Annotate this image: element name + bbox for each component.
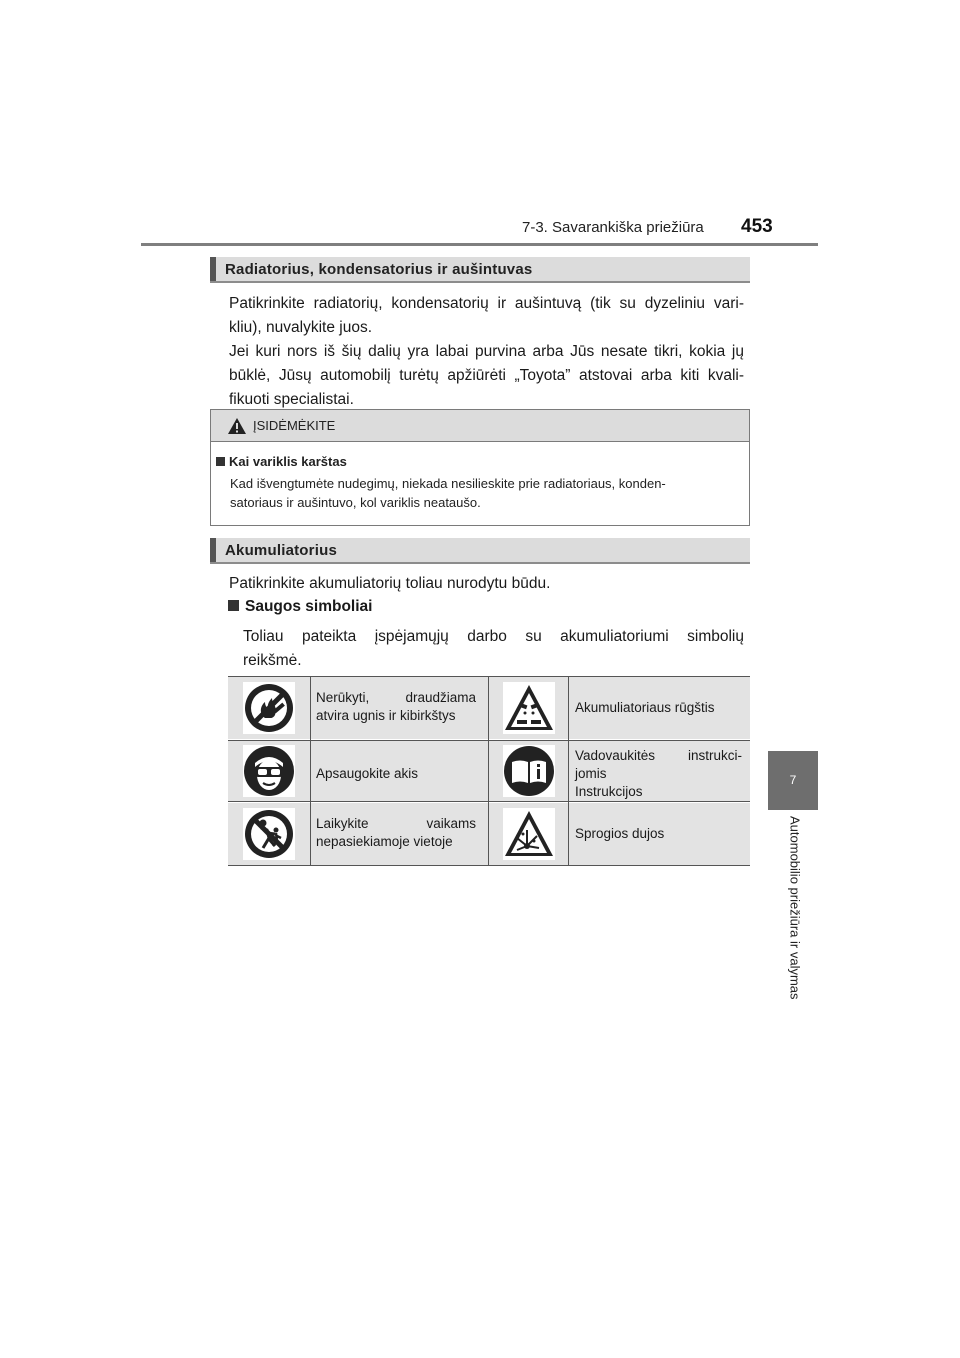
radiator-line-1: Patikrinkite radiatorių, kondensatorių ir aušintuvą (tik su dyzeliniu vari-	[229, 295, 744, 312]
heading-marker	[210, 538, 216, 562]
radiator-line-2: kliu), nuvalykite juos.	[229, 319, 373, 336]
battery-heading-bar	[210, 538, 750, 564]
no-fire-smoking-icon	[243, 682, 295, 734]
radiator-line-5: fikuoti specialistai.	[229, 391, 354, 408]
eye-protection-icon	[243, 745, 295, 797]
square-bullet-icon	[216, 457, 225, 466]
symbol-text-line: Instrukcijos	[575, 784, 643, 799]
warning-triangle-icon	[227, 417, 247, 435]
safety-symbols-subheading-text: Saugos simboliai	[245, 598, 373, 615]
radiator-line-3: Jei kuri nors iš šių dalių yra labai purvina arba Jūs nesate tikri, kokia jų	[229, 343, 744, 360]
header-rule	[141, 243, 818, 246]
caution-title	[216, 454, 347, 469]
radiator-heading: Radiatorius, kondensatorius ir aušintuvas	[225, 261, 533, 278]
caution-line-1: Kad išvengtumėte nudegimų, niekada nesilieskite prie radiatoriaus, konden-	[230, 476, 666, 491]
section-title: 7-3. Savarankiška priežiūra	[522, 219, 704, 236]
symbol-text-line: nepasiekiamoje vietoje	[316, 834, 453, 849]
battery-heading: Akumuliatorius	[225, 542, 337, 559]
symbol-text-children	[316, 815, 476, 851]
symbol-text-explosive	[575, 825, 742, 843]
heading-marker	[210, 257, 216, 281]
symbol-text-no-fire	[316, 689, 476, 725]
symbol-text-line: Akumuliatoriaus rūgštis	[575, 700, 715, 715]
keep-away-children-icon	[243, 808, 295, 860]
safety-symbols-table	[228, 676, 750, 866]
symbol-text-line: jomis	[575, 766, 607, 781]
corrosive-acid-icon	[503, 682, 555, 734]
explosive-gas-icon	[503, 808, 555, 860]
caution-title-text: Kai variklis karštas	[229, 454, 347, 469]
caution-header	[211, 410, 749, 442]
symbol-text-line: Sprogios dujos	[575, 826, 665, 841]
read-instructions-icon	[503, 745, 555, 797]
column-divider	[568, 677, 569, 865]
symbol-text-line: Nerūkyti, draudžiama	[316, 690, 476, 705]
symbol-text-line: Laikykite vaikams	[316, 816, 476, 831]
caution-line-2: satoriaus ir aušintuvo, kol variklis neataušo.	[230, 495, 481, 510]
symbols-desc-line-2: reikšmė.	[243, 652, 302, 669]
caution-box	[210, 409, 750, 526]
symbol-text-line: Vadovaukitės instrukci-	[575, 748, 742, 763]
symbol-text-line: Apsaugokite akis	[316, 766, 419, 781]
chapter-side-label-text: Automobilio priežiūra ir valymas	[787, 816, 803, 1000]
caution-label: ĮSIDĖMĖKITE	[253, 418, 336, 433]
radiator-line-4: būklė, Jūsų automobilį turėtų apžiūrėti „Toyota” atstovai arba kiti kvali-	[229, 367, 744, 384]
symbol-text-line: atvira ugnis ir kibirkštys	[316, 708, 456, 723]
caution-text	[230, 474, 742, 512]
battery-intro: Patikrinkite akumuliatorių toliau nurodytu būdu.	[229, 575, 551, 592]
column-divider	[310, 677, 311, 865]
symbol-text-instructions	[575, 747, 742, 801]
radiator-heading-bar	[210, 257, 750, 283]
symbol-text-eyes	[316, 765, 476, 783]
symbols-desc-line-1: Toliau pateikta įspėjamųjų darbo su akumuliatoriumi simbolių	[243, 628, 744, 645]
column-divider	[488, 677, 489, 865]
safety-symbols-subheading	[228, 598, 372, 616]
symbol-text-acid	[575, 699, 745, 717]
square-bullet-icon	[228, 600, 239, 611]
chapter-side-label	[786, 816, 804, 1028]
chapter-tab: 7	[768, 751, 818, 810]
page-number: 453	[741, 216, 773, 237]
